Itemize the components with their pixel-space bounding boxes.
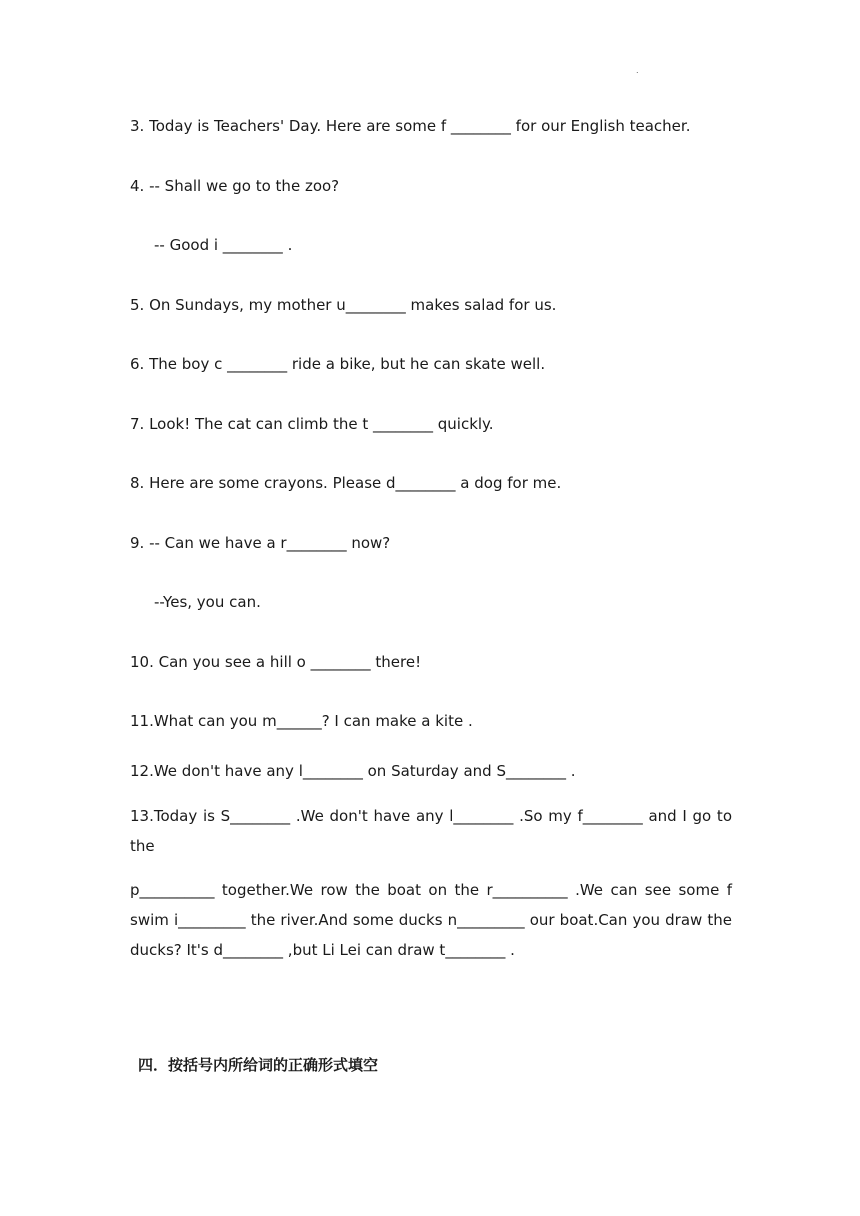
question-5: 5. On Sundays, my mother u________ makes salad for us. xyxy=(130,296,557,314)
question-13-line1: 13.Today is S________ .We don't have any l________ .So my f________ and I go to the xyxy=(130,807,732,855)
question-8: 8. Here are some crayons. Please d________ a dog for me. xyxy=(130,474,562,492)
question-11: 11.What can you m______? I can make a kite . xyxy=(130,712,473,730)
question-9-reply: --Yes, you can. xyxy=(154,593,261,611)
question-6: 6. The boy c ________ ride a bike, but he can skate well. xyxy=(130,355,546,373)
question-7: 7. Look! The cat can climb the t ________ quickly. xyxy=(130,415,494,433)
corner-mark: . xyxy=(636,66,639,75)
question-4-prompt: 4. -- Shall we go to the zoo? xyxy=(130,177,340,195)
question-10: 10. Can you see a hill o ________ there! xyxy=(130,653,422,671)
question-3: 3. Today is Teachers' Day. Here are some f ________ for our English teacher. xyxy=(130,117,691,135)
question-4-reply: -- Good i ________ . xyxy=(154,236,293,254)
question-9-prompt: 9. -- Can we have a r________ now? xyxy=(130,534,391,552)
question-12: 12.We don't have any l________ on Saturday and S________ . xyxy=(130,762,576,780)
section-heading: 四．按括号内所给词的正确形式填空 xyxy=(138,1056,379,1074)
question-13-passage: p__________ together.We row the boat on the r__________ .We can see some f swim i_________ the river.And some ducks n_________ our boat.Can you draw the ducks? It's d________ ,but Li Lei can draw t________ . xyxy=(130,881,732,959)
